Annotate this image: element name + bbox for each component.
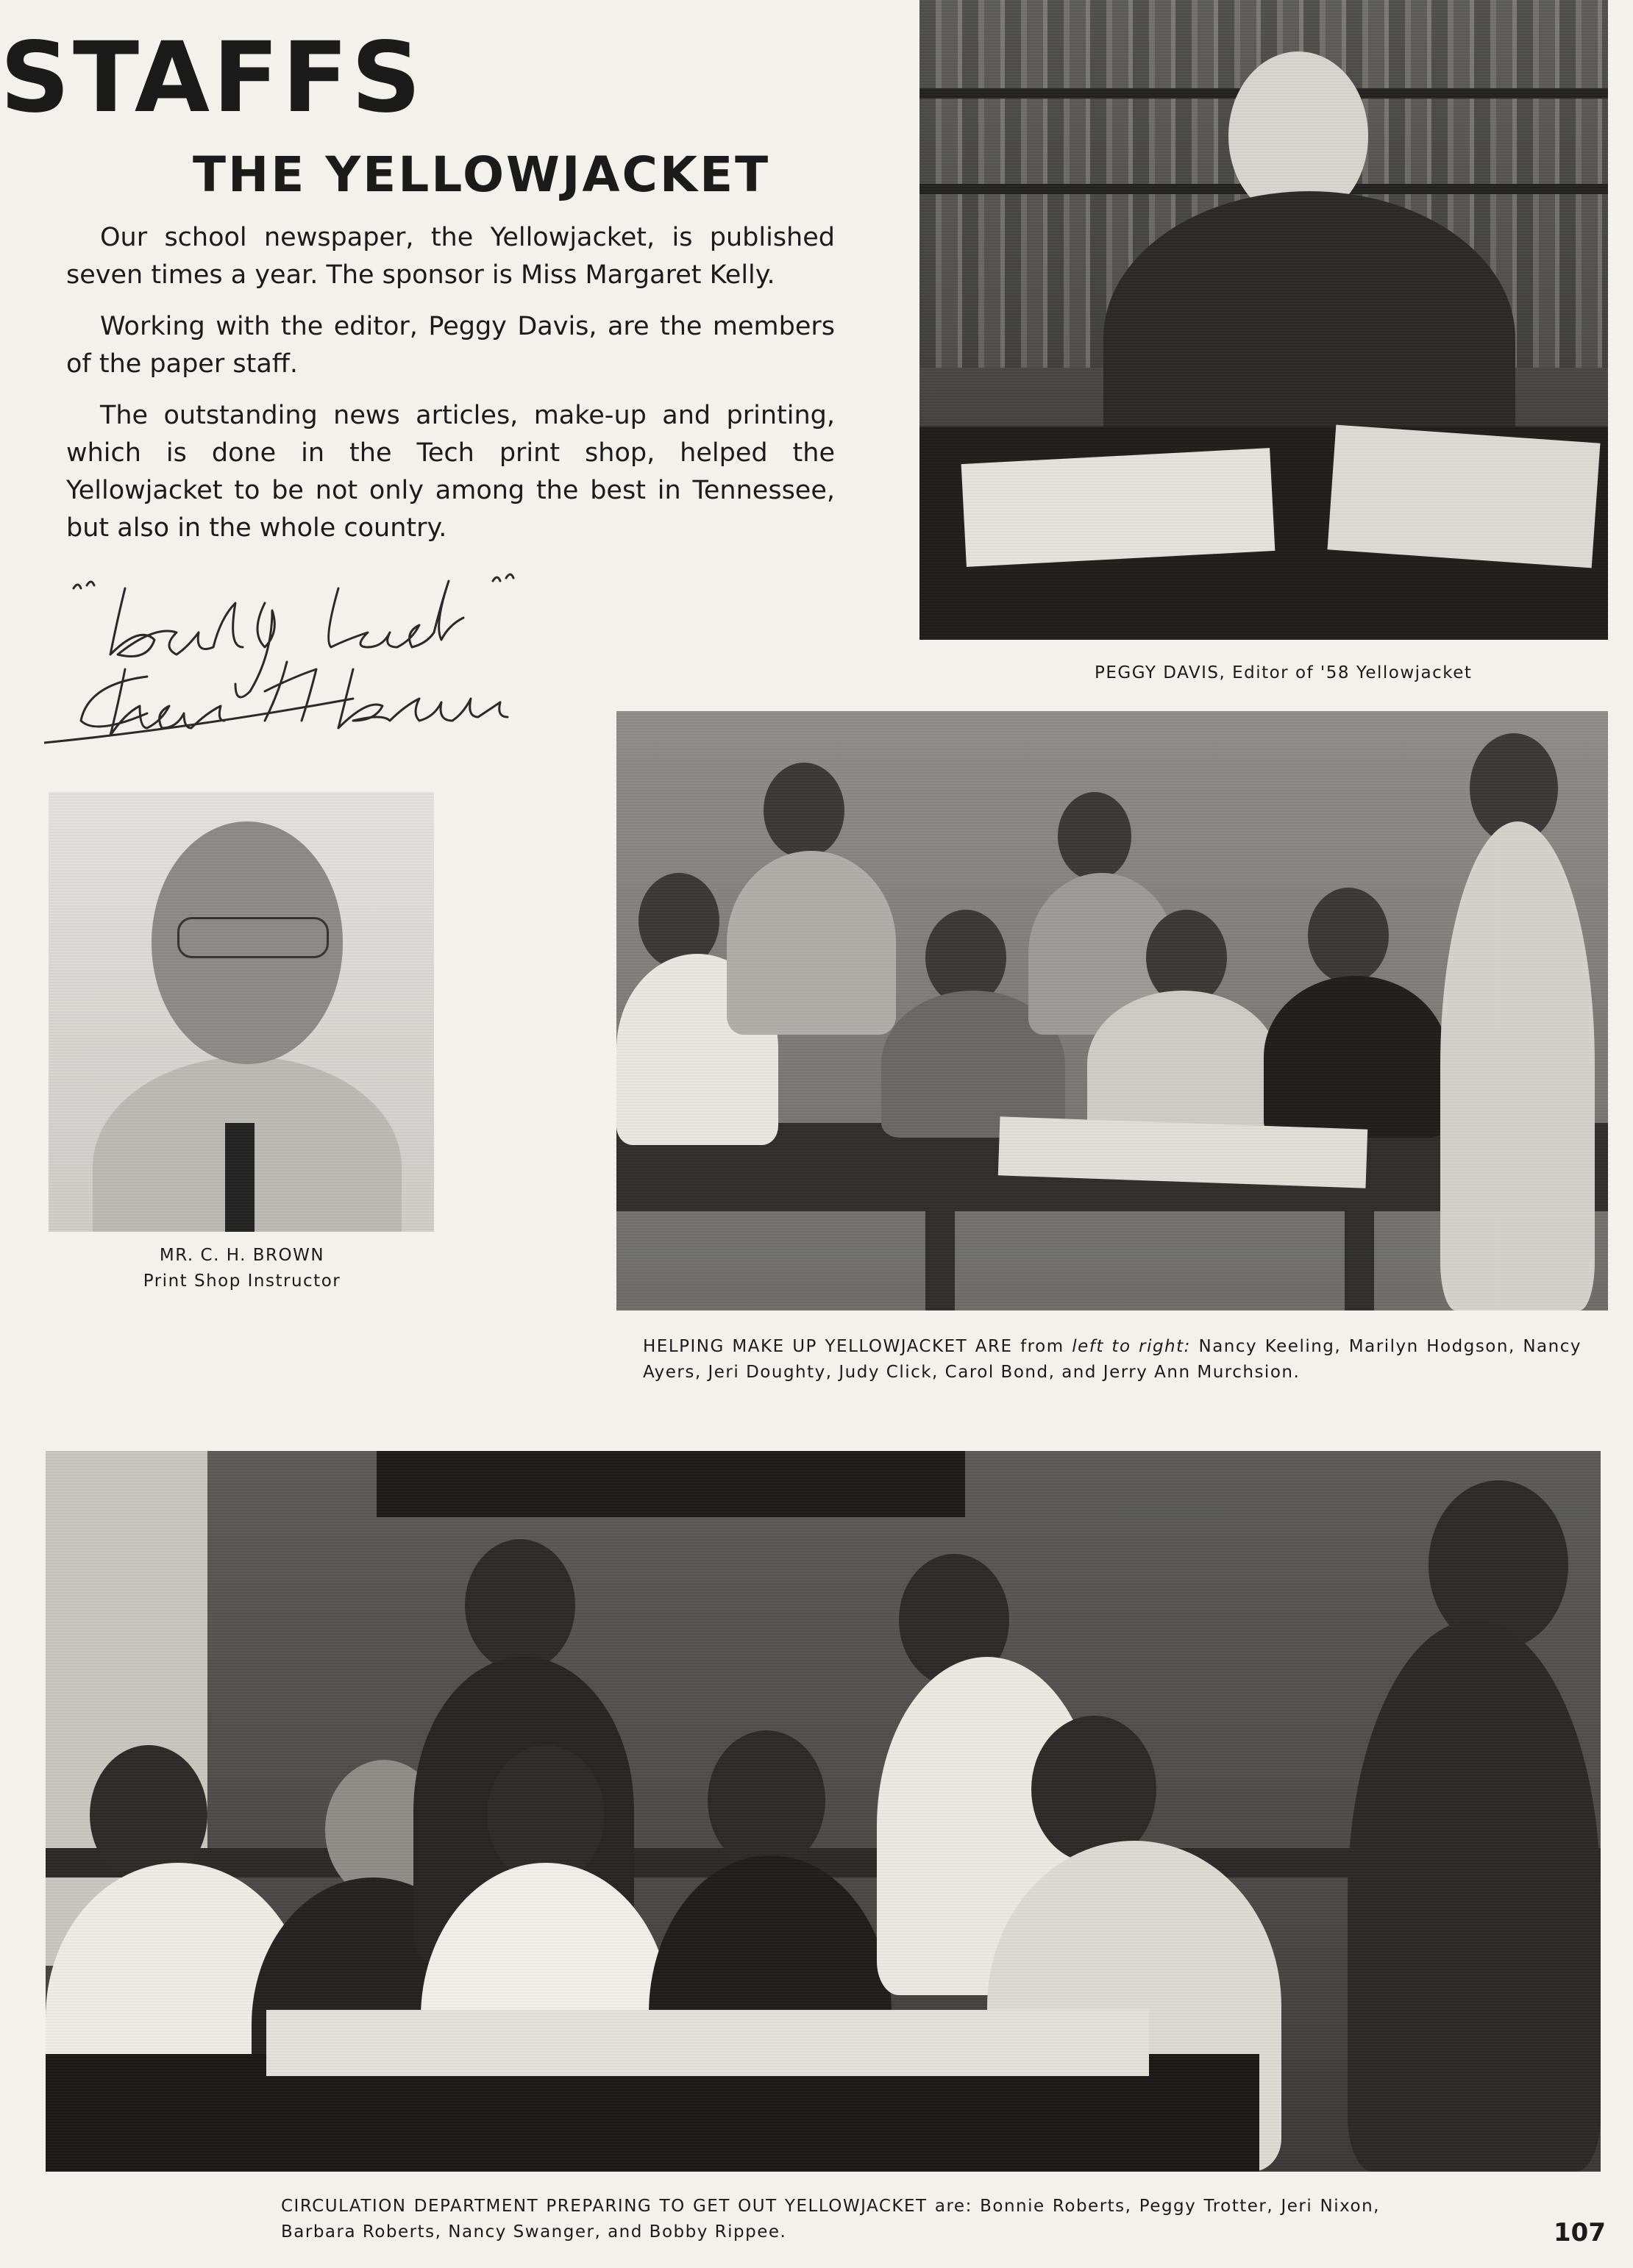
caption-brown-name: MR. C. H. BROWN <box>159 1246 325 1265</box>
caption-makeup-names: Nancy Keeling, Marilyn Hodgson, Nancy Ayers, Jeri Doughty, Judy Click, Carol Bond, and Jerry Ann Murchsion. <box>643 1337 1582 1382</box>
intro-text <box>66 219 835 561</box>
caption-circulation-department: CIRCULATION DEPARTMENT PREPARING TO GET OUT YELLOWJACKET are: Bonnie Roberts, Peggy Trotter, Jeri Nixon, Barbara Roberts, Nancy Swanger, and Bobby Rippee. <box>281 2197 1380 2242</box>
caption-peggy-davis: PEGGY DAVIS, Editor of '58 Yellowjacket <box>1095 663 1473 682</box>
caption-makeup-lead: HELPING MAKE UP YELLOWJACKET ARE from <box>643 1337 1072 1356</box>
intro-paragraph-2: Working with the editor, Peggy Davis, are the members of the paper staff. <box>66 312 835 379</box>
caption-brown-title: Print Shop Instructor <box>143 1272 341 1291</box>
photo-circulation-department <box>46 1451 1601 2172</box>
intro-paragraph-3: The outstanding news articles, make-up and printing, which is done in the Tech print shop, helped the Yellowjacket to be not only among the best in Tennessee, but also in the whole country. <box>66 401 835 543</box>
handwritten-signature <box>44 559 544 750</box>
photo-peggy-davis <box>919 0 1608 640</box>
photo-ch-brown <box>49 792 434 1232</box>
intro-paragraph-1: Our school newspaper, the Yellowjacket, is published seven times a year. The sponsor is Miss Margaret Kelly. <box>66 223 835 290</box>
section-heading: STAFFS <box>0 21 424 135</box>
caption-makeup-italic: left to right: <box>1072 1337 1191 1356</box>
photo-makeup-staff <box>616 711 1608 1310</box>
caption-makeup-staff <box>643 1334 1582 1386</box>
subheading: THE YELLOWJACKET <box>193 146 771 203</box>
page-number: 107 <box>1554 2218 1606 2247</box>
